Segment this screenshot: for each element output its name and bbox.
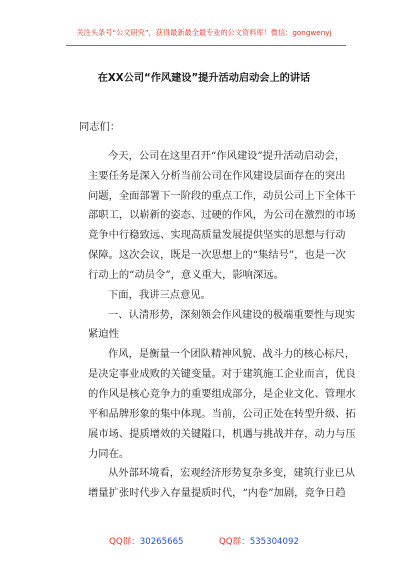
- body-line: 的作风是核心竞争力的重要组成部分，是企业文化、管理水: [88, 387, 356, 400]
- footer-contacts: [0, 535, 408, 547]
- qq-group-label: QQ群：: [109, 537, 140, 547]
- header-divider: [66, 45, 346, 46]
- body-line: 部职工，以崭新的姿态、过硬的作风，为公司在激烈的市场: [88, 209, 356, 222]
- body-line: 保障。这次会议，既是一次思想上的“集结号”，也是一次: [88, 249, 346, 262]
- body-line: 作风，是衡量一个团队精神风貌、战斗力的核心标尺，: [108, 348, 356, 361]
- body-line: 竞争中行稳致远、实现高质量发展提供坚实的思想与行动: [88, 229, 346, 242]
- body-line: 今天，公司在这里召开“作风建设”提升活动启动会，: [108, 149, 346, 162]
- body-line: 从外部环境看，宏观经济形势复杂多变，建筑行业已从: [108, 467, 356, 480]
- body-line: 平和品牌形象的集中体现。当前，公司正处在转型升级、拓: [88, 407, 356, 420]
- qq-group-number: 535304092: [249, 537, 299, 547]
- qq-group-label: QQ群：: [219, 537, 250, 547]
- body-line: 展市场、提质增效的关键隘口，机遇与挑战并存，动力与压: [88, 427, 356, 440]
- qq-group-number: 30265665: [139, 537, 184, 547]
- section-heading: 一、认清形势，深刻领会作风建设的极端重要性与现实: [108, 308, 356, 321]
- body-line: 行动上的“动员令”，意义重大，影响深远。: [88, 268, 284, 281]
- paragraph-spacer: [88, 138, 346, 147]
- body-line: 问题，全面部署下一阶段的重点工作，动员公司上下全体干: [88, 189, 356, 202]
- body-line: 主要任务是深入分析当前公司在作风建设层面存在的突出: [88, 169, 346, 182]
- body-line: 增量扩张时代步入存量提质时代，“内卷”加剧，竞争日趋: [88, 487, 346, 500]
- document-body: [79, 118, 356, 504]
- header-banner: 关注头条号“公文研究”，获得最新最全最专业的公文资料库！微信：gongwenyj: [76, 28, 332, 37]
- salutation: 同志们：: [79, 121, 121, 133]
- body-line: 下面，我讲三点意见。: [108, 288, 211, 301]
- body-line: 力同在。: [88, 447, 130, 460]
- body-line: 是决定事业成败的关键变量。对于建筑施工企业而言，优良: [88, 368, 356, 381]
- document-title: 在XX公司“作风建设”提升活动启动会上的讲话: [97, 73, 311, 84]
- section-heading: 紧迫性: [88, 328, 119, 341]
